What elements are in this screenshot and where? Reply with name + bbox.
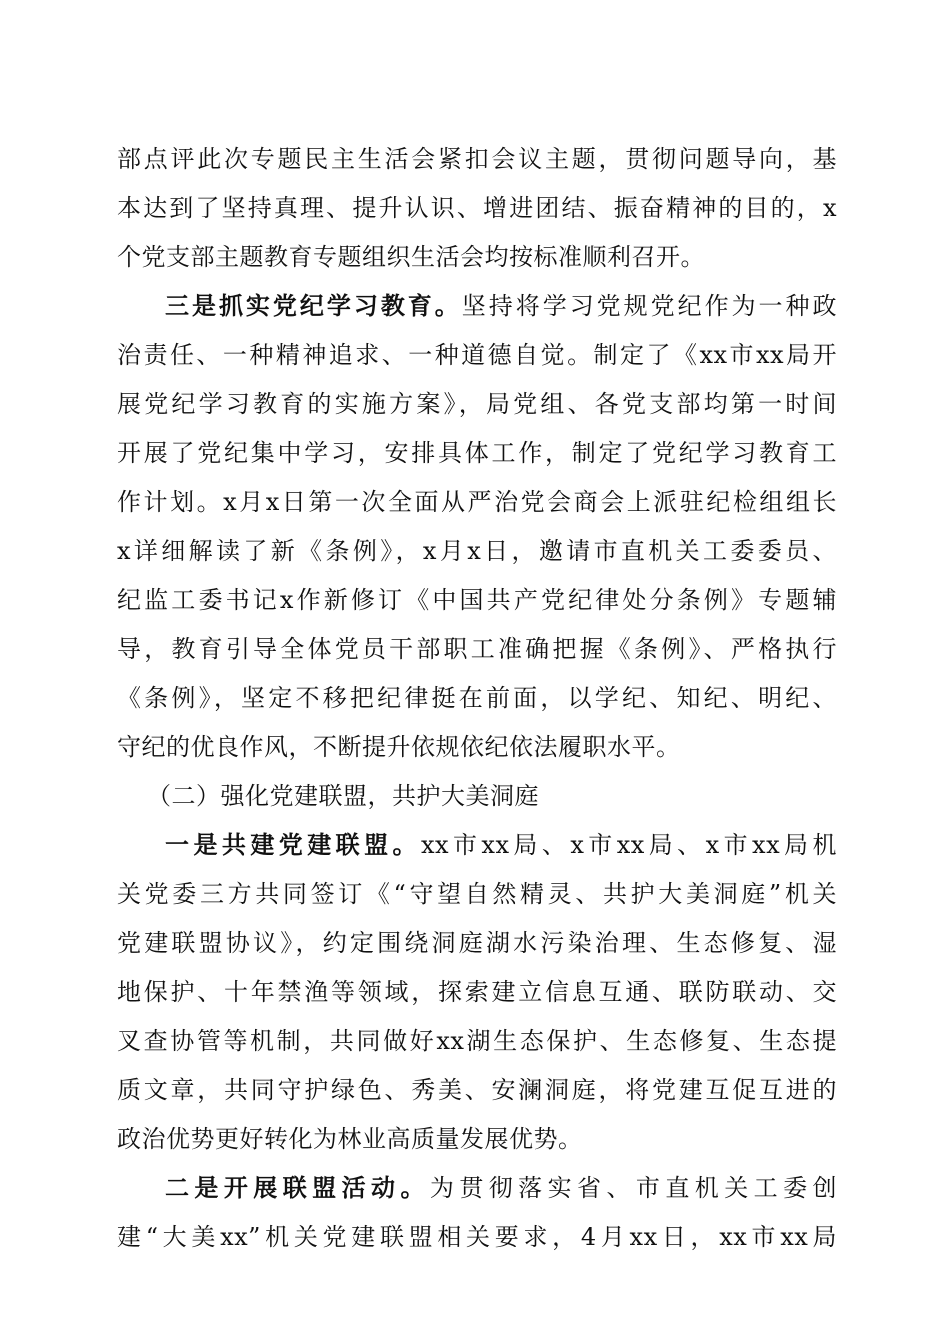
text-line: 展党纪学习教育的实施方案》，局党组、各党支部均第一时间 <box>117 390 837 418</box>
paragraph-first-line <box>165 823 837 867</box>
paragraph-lead: 三是抓实党纪学习教育。 <box>165 291 462 320</box>
text-line: 叉查协管等机制，共同做好xx湖生态保护、生态修复、生态提 <box>117 1027 837 1055</box>
paragraph-text: 为贯彻落实省、市直机关工委创 <box>429 1174 838 1202</box>
text-line: 导，教育引导全体党员干部职工准确把握《条例》、严格执行 <box>117 635 837 663</box>
text-line: 纪监工委书记x作新修订《中国共产党纪律处分条例》专题辅 <box>117 586 837 614</box>
paragraph-first-line <box>165 1166 837 1210</box>
paragraph-first-line <box>165 284 837 328</box>
text-line: 关党委三方共同签订《“守望自然精灵、共护大美洞庭”机关 <box>117 880 837 908</box>
text-line: 《条例》，坚定不移把纪律挺在前面，以学纪、知纪、明纪、 <box>117 684 837 712</box>
text-line: 作计划。x月x日第一次全面从严治党会商会上派驻纪检组组长 <box>117 488 837 516</box>
text-line: 治责任、一种精神追求、一种道德自觉。制定了《xx市xx局开 <box>117 341 837 369</box>
text-line: 个党支部主题教育专题组织生活会均按标准顺利召开。 <box>117 243 705 271</box>
paragraph-text: xx市xx局、x市xx局、x市xx局机 <box>420 831 837 859</box>
text-line: 守纪的优良作风，不断提升依规依纪依法履职水平。 <box>117 733 681 761</box>
text-line: 建“大美xx”机关党建联盟相关要求，4月xx日，xx市xx局 <box>117 1223 837 1251</box>
paragraph-lead: 二是开展联盟活动。 <box>165 1173 430 1202</box>
paragraph-lead: 一是共建党建联盟。 <box>165 830 421 859</box>
text-line: 本达到了坚持真理、提升认识、增进团结、振奋精神的目的，x <box>117 194 837 222</box>
text-line: 部点评此次专题民主生活会紧扣会议主题，贯彻问题导向，基 <box>117 145 837 173</box>
text-line: 开展了党纪集中学习，安排具体工作，制定了党纪学习教育工 <box>117 439 837 467</box>
text-line: 政治优势更好转化为林业高质量发展优势。 <box>117 1125 583 1153</box>
paragraph-text: 坚持将学习党规党纪作为一种政 <box>461 292 838 320</box>
text-line: 党建联盟协议》，约定围绕洞庭湖水污染治理、生态修复、湿 <box>117 929 837 957</box>
text-line: 地保护、十年禁渔等领域，探索建立信息互通、联防联动、交 <box>117 978 837 1006</box>
text-line: x详细解读了新《条例》，x月x日，邀请市直机关工委委员、 <box>117 537 837 565</box>
text-line: 质文章，共同守护绿色、秀美、安澜洞庭，将党建互促互进的 <box>117 1076 837 1104</box>
section-heading: （二）强化党建联盟，共护大美洞庭 <box>147 782 539 810</box>
